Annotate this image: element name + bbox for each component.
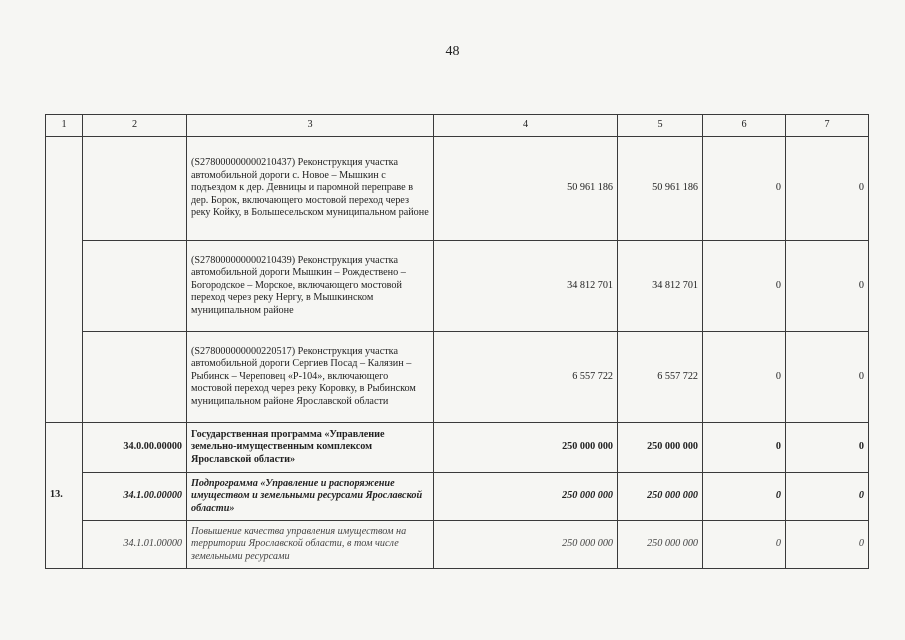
code-cell: 34.1.01.00000	[83, 521, 187, 569]
amount-cell: 0	[703, 137, 786, 241]
column-header: 5	[618, 115, 703, 137]
amount-cell: 250 000 000	[618, 521, 703, 569]
description-cell: (S278000000000210437) Реконструкция участка автомобильной дороги с. Новое – Мышкин с подъездом к дер. Девницы и паромной переправе в дер. Борок, включающего мостовой переход через реку Койку, в Большесельском муниципальном районе	[187, 137, 434, 241]
column-header: 2	[83, 115, 187, 137]
budget-table	[45, 114, 869, 569]
row-number-cell: 13.	[46, 423, 83, 569]
code-cell: 34.1.00.00000	[83, 473, 187, 521]
amount-cell: 0	[786, 423, 869, 473]
amount-cell: 0	[786, 241, 869, 332]
amount-cell: 250 000 000	[618, 423, 703, 473]
amount-cell: 50 961 186	[434, 137, 618, 241]
amount-cell: 250 000 000	[434, 423, 618, 473]
row-number-cell	[46, 137, 83, 423]
amount-cell: 6 557 722	[434, 332, 618, 423]
amount-cell: 34 812 701	[434, 241, 618, 332]
amount-cell: 250 000 000	[434, 521, 618, 569]
amount-cell: 34 812 701	[618, 241, 703, 332]
amount-cell: 0	[703, 332, 786, 423]
code-cell	[83, 332, 187, 423]
amount-cell: 0	[703, 521, 786, 569]
table-header-row	[46, 115, 869, 137]
amount-cell: 0	[703, 473, 786, 521]
description-cell: Повышение качества управления имуществом на территории Ярославской области, в том числе земельными ресурсами	[187, 521, 434, 569]
code-cell: 34.0.00.00000	[83, 423, 187, 473]
amount-cell: 0	[703, 241, 786, 332]
column-header: 6	[703, 115, 786, 137]
amount-cell: 0	[786, 332, 869, 423]
description-cell: (S278000000000210439) Реконструкция участка автомобильной дороги Мышкин – Рождествено – Богородское – Морское, включающего мостовой переход через реку Нергу, в Мышкинском муниципальном районе	[187, 241, 434, 332]
amount-cell: 0	[703, 423, 786, 473]
amount-cell: 0	[786, 473, 869, 521]
table-row	[46, 241, 869, 332]
table-row	[46, 473, 869, 521]
description-cell: Государственная программа «Управление земельно-имущественным комплексом Ярославской области»	[187, 423, 434, 473]
table-row	[46, 332, 869, 423]
column-header: 3	[187, 115, 434, 137]
column-header: 4	[434, 115, 618, 137]
column-header: 1	[46, 115, 83, 137]
amount-cell: 0	[786, 521, 869, 569]
table-row	[46, 423, 869, 473]
amount-cell: 250 000 000	[618, 473, 703, 521]
amount-cell: 6 557 722	[618, 332, 703, 423]
amount-cell: 250 000 000	[434, 473, 618, 521]
code-cell	[83, 137, 187, 241]
column-header: 7	[786, 115, 869, 137]
page-number: 48	[445, 44, 460, 59]
amount-cell: 50 961 186	[618, 137, 703, 241]
code-cell	[83, 241, 187, 332]
table-row	[46, 137, 869, 241]
amount-cell: 0	[786, 137, 869, 241]
description-cell: Подпрограмма «Управление и распоряжение имуществом и земельными ресурсами Ярославской области»	[187, 473, 434, 521]
table-row	[46, 521, 869, 569]
description-cell: (S278000000000220517) Реконструкция участка автомобильной дороги Сергиев Посад – Калязин – Рыбинск – Череповец «Р-104», включающего мостовой переход через реку Коровку, в Рыбинском муниципальном районе Ярославской области	[187, 332, 434, 423]
